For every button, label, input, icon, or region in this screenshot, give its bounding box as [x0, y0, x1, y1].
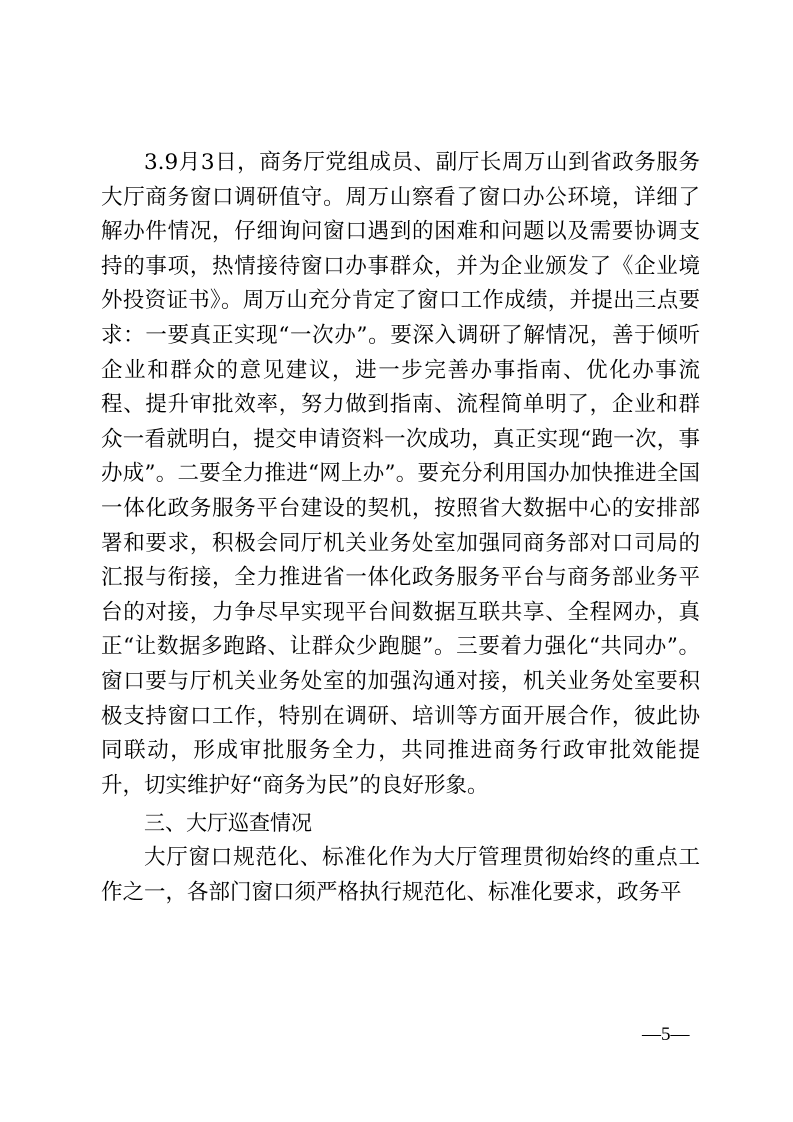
paragraph-commerce-window-inspection: 3.9月3日，商务厅党组成员、副厅长周万山到省政务服务大厅商务窗口调研值守。周万山察看了窗口办公环境，详细了解办件情况，仔细询问窗口遇到的困难和问题以及需要协调支持的事项，热情接待窗口办事群众，并为企业颁发了《企业境外投资证书》。周万山充分肯定了窗口工作成绩，并提出三点要求：一要真正实现“一次办”。要深入调研了解情况，善于倾听企业和群众的意见建议，进一步完善办事指南、优化办事流程、提升审批效率，努力做到指南、流程简单明了，企业和群众一看就明白，提交申请资料一次成功，真正实现“跑一次，事办成”。二要全力推进“网上办”。要充分利用国办加快推进全国一体化政务服务平台建设的契机，按照省大数据中心的安排部署和要求，积极会同厅机关业务处室加强同商务部对口司局的汇报与衔接，全力推进省一体化政务服务平台与商务部业务平台的对接，力争尽早实现平台间数据互联共享、全程网办，真正“让数据多跑路、让群众少跑腿”。三要着力强化“共同办”。窗口要与厅机关业务处室的加强沟通对接，机关业务处室要积极支持窗口工作，特别在调研、培训等方面开展合作，彼此协同联动，形成审批服务全力，共同推进商务行政审批效能提升，切实维护好“商务为民”的良好形象。: [101, 150, 700, 798]
paragraph-hall-standardization: 大厅窗口规范化、标准化作为大厅管理贯彻始终的重点工作之一，各部门窗口须严格执行规范化、标准化要求，政务平: [101, 845, 700, 905]
section-heading-hall-inspection: 三、大厅巡查情况: [144, 811, 312, 836]
page-number: —5—: [642, 1024, 690, 1045]
document-body: [101, 146, 700, 910]
